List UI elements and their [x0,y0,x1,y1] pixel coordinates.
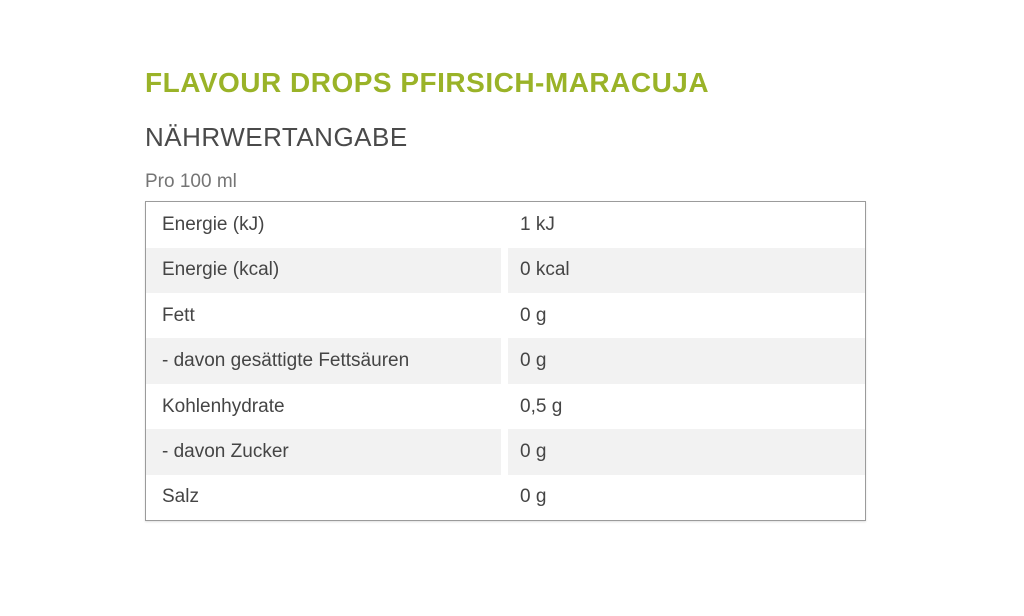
row-label: - davon gesättigte Fettsäuren [146,338,501,383]
row-label: Kohlenhydrate [162,395,285,417]
row-value: 0,5 g [520,395,563,417]
row-label: Salz [162,486,199,508]
row-label: - davon Zucker [146,429,501,474]
row-value: 1 kJ [520,213,555,235]
section-heading: NÄHRWERTANGABE [145,121,408,152]
row-value: 0 g [508,429,865,474]
row-label: Energie (kcal) [146,248,501,293]
row-label: Energie (kJ) [162,213,265,235]
row-value: 0 kcal [508,248,865,293]
table-row [146,384,865,429]
serving-label: Pro 100 ml [145,171,237,193]
nutrition-table [145,201,866,521]
row-value: 0 g [520,304,547,326]
table-row [146,475,865,520]
row-label: Fett [162,304,195,326]
table-row [146,338,865,383]
row-value: 0 g [520,486,547,508]
table-row [146,429,865,474]
table-row [146,293,865,338]
table-row [146,248,865,293]
page-title: FLAVOUR DROPS PFIRSICH-MARACUJA [145,67,710,98]
table-row [146,202,865,247]
row-value: 0 g [508,338,865,383]
